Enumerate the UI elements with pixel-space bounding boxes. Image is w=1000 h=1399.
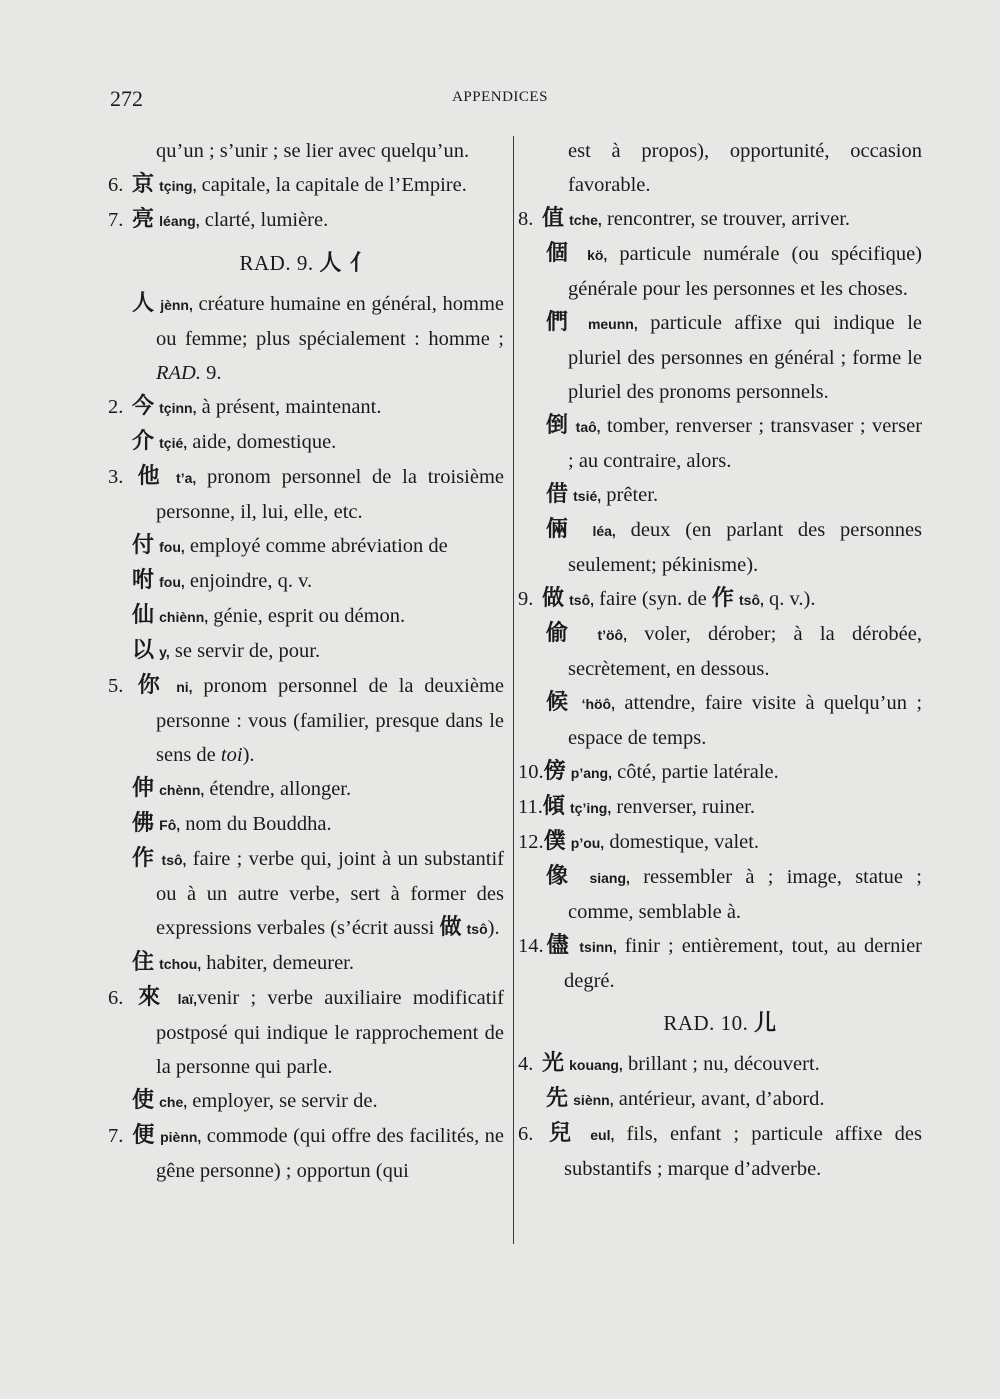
definition: ressembler à ; image, statue ; comme, semblable à. [568,866,922,923]
chinese-character: 人 [132,291,155,316]
radical-characters: 儿 [754,1011,777,1036]
chinese-character: 倆 [546,517,578,542]
dictionary-entry [518,825,922,860]
romanization: p’ou, [570,835,605,851]
italic-reference: RAD. [156,362,201,384]
chinese-character: 僕 [543,829,566,854]
dictionary-entry [518,202,922,237]
entry-continuation: est à propos), opportunité, occasion favorable. [568,140,922,196]
stroke-count: 6. [108,174,124,196]
romanization: léa, [592,523,616,539]
romanization: léang, [159,213,200,229]
chinese-character: 住 [132,950,155,975]
dictionary-entry [518,306,922,409]
chinese-character: 他 [132,464,166,489]
dictionary-entry: 人 jènn, créature humaine en général, homme ou femme; plus spécialement : homme ; RAD. 9. [132,291,504,384]
stroke-count: 10. [518,761,544,783]
stroke-count: 11. [518,796,543,818]
romanization: y, [159,644,170,660]
romanization: p’ang, [570,765,612,781]
chinese-character: 亮 [132,207,155,232]
dictionary-entry [518,929,922,998]
romanization: meunn, [587,316,638,332]
chinese-character: 偷 [546,621,581,646]
dictionary-entry [108,1084,504,1119]
romanization: tsô [466,921,488,937]
chinese-character: 倒 [546,413,570,438]
radical-characters: 人 亻 [319,251,373,276]
definition: étendre, allonger. [209,778,352,800]
romanization: ‘höô, [581,696,615,712]
romanization: kö, [587,247,608,263]
chinese-character: 京 [132,172,155,197]
chinese-character: 今 [132,394,155,419]
definition: employé comme abréviation de [189,535,448,557]
definition: pronom personnel de la troisième personne, il, lui, elle, etc. [156,466,504,523]
dictionary-entry: 作 tsô, faire ; verbe qui, joint à un substantif ou à un autre verbe, sert à former des expressions verbales (s’écrit aussi 做 tsô). [132,846,504,940]
dictionary-entry [108,1119,504,1188]
stroke-count: 14. [518,935,544,957]
dictionary-entry [108,772,504,807]
romanization: eul, [590,1127,615,1143]
dictionary-entry [518,860,922,929]
dictionary-entry [518,1047,922,1082]
chinese-character: 便 [132,1123,155,1148]
dictionary-entry [518,755,922,790]
romanization: ni, [176,679,193,695]
chinese-character: 光 [542,1051,565,1076]
romanization: tçinn, [159,400,197,416]
romanization: jènn, [160,297,193,313]
stroke-count: 2. [108,396,124,418]
dictionary-entry: 5. 你 ni, pronom personnel de la deuxième personne : vous (familier, presque dans le sens de toi). [108,669,504,772]
stroke-count: 9. [518,588,534,610]
definition: attendre, faire visite à quelqu’un ; espace de temps. [568,692,923,749]
dictionary-entry [108,807,504,842]
dictionary-entry [518,513,922,582]
definition: particule affixe qui indique le pluriel des personnes en général ; forme le pluriel des pronoms personnels. [568,312,922,403]
chinese-character: 候 [546,690,573,715]
romanization: siang, [589,870,630,886]
dictionary-entry [518,617,922,686]
chinese-character: 你 [132,673,166,698]
definition: faire ; verbe qui, joint à un substantif ou à un autre verbe, sert à former des expressions verbales (s’écrit aussi [156,848,504,939]
radical-heading: RAD. 9. 人 亻 [239,251,373,276]
chinese-character: 使 [132,1088,155,1113]
romanization: kouang, [569,1057,623,1073]
dictionary-entry [518,1117,922,1186]
definition: particule numérale (ou spécifique) générale pour les personnes et les choses. [568,243,923,300]
romanization: tsô, [161,852,187,868]
chinese-character: 介 [132,429,155,454]
definition: se servir de, pour. [174,640,321,662]
definition: génie, esprit ou démon. [213,605,406,627]
chinese-character: 以 [132,638,155,663]
romanization: tsié, [573,488,602,504]
dictionary-entry: 9. 做 tsô, faire (syn. de 作 tsô, q. v.). [518,582,922,617]
dictionary-entry [518,409,922,478]
chinese-character: 傾 [542,794,565,819]
stroke-count: 7. [108,209,124,231]
romanization: tchou, [159,956,202,972]
chinese-character: 來 [132,985,167,1010]
romanization: chènn, [159,782,205,798]
definition: clarté, lumière. [204,209,329,231]
chinese-character: 像 [546,864,577,889]
dictionary-entry [518,237,922,306]
definition: faire (syn. de [599,588,707,610]
dictionary-entry [108,946,504,981]
definition: tomber, renverser ; transvaser ; verser ; au contraire, alors. [568,415,923,472]
definition: côté, partie latérale. [617,761,779,783]
stroke-count: 7. [108,1125,124,1147]
chinese-character: 儘 [543,933,572,958]
stroke-count: 5. [108,675,124,697]
romanization: tç’ing, [570,800,612,816]
radical-heading: RAD. 10. 儿 [663,1011,777,1036]
stroke-count: 12. [518,831,544,853]
definition: prêter. [606,484,659,506]
stroke-count: 8. [518,208,534,230]
right-column [518,134,922,1186]
romanization: siènn, [573,1092,614,1108]
dictionary-entry [108,981,504,1084]
left-column [108,134,504,1188]
definition: à présent, maintenant. [201,396,382,418]
romanization: che, [159,1094,188,1110]
dictionary-entry [108,634,504,669]
romanization: Fô, [159,817,181,833]
dictionary-entry [108,168,504,203]
definition: aide, domestique. [192,431,337,453]
stroke-count: 6. [518,1123,534,1145]
dictionary-entry [108,564,504,599]
dictionary-entry [518,478,922,513]
definition: renverser, ruiner. [616,796,756,818]
chinese-character: 兒 [542,1121,579,1146]
romanization: chiènn, [159,609,209,625]
definition: créature humaine en général, homme ou femme; plus spécialement : homme ; [156,293,504,350]
chinese-character: 咐 [132,568,155,593]
chinese-character: 做 [439,915,462,940]
definition: habiter, demeurer. [206,952,354,974]
italic-word: toi [220,744,243,766]
dictionary-entry [518,790,922,825]
definition: deux (en parlant des personnes seulement; pékinisme). [568,519,923,576]
romanization: t’öô, [597,627,627,643]
dictionary-entry [108,425,504,460]
definition: employer, se servir de. [192,1090,378,1112]
chinese-character: 借 [546,482,569,507]
page-number: 272 [110,86,143,111]
dictionary-entry [108,599,504,634]
chinese-character: 值 [542,206,565,231]
chinese-character: 伸 [132,776,155,801]
romanization: tsinn, [579,939,617,955]
definition: antérieur, avant, d’abord. [618,1088,825,1110]
definition: brillant ; nu, découvert. [627,1053,820,1075]
dictionary-entry [108,390,504,425]
romanization: fou, [159,574,185,590]
romanization: tçié, [159,435,188,451]
chinese-character: 們 [546,310,576,335]
stroke-count: 4. [518,1053,534,1075]
romanization: tçing, [159,178,197,194]
chinese-character: 傍 [543,759,566,784]
definition: voler, dérober; à la dérobée, secrètement, en dessous. [568,623,922,680]
entry-continuation: qu’un ; s’unir ; se lier avec quelqu’un. [156,140,470,162]
romanization: tche, [569,212,602,228]
definition: domestique, valet. [609,831,760,853]
definition: nom du Bouddha. [185,813,332,835]
dictionary-entry [108,203,504,238]
chinese-character: 仙 [132,603,155,628]
definition: venir ; verbe auxiliaire modificatif postposé qui indique le rapprochement de la personne qui parle. [156,987,504,1078]
stroke-count: 3. [108,466,124,488]
chinese-character: 付 [132,533,155,558]
romanization: piènn, [160,1129,202,1145]
romanization: t’a, [176,470,197,486]
romanization: fou, [159,539,185,555]
chinese-character: 做 [542,586,565,611]
romanization: tsô, [739,592,764,608]
definition: commode (qui offre des facilités, ne gêne personne) ; opportun (qui [156,1125,504,1182]
column-divider [513,136,514,1244]
dictionary-entry [108,529,504,564]
romanization: laï, [177,991,198,1007]
definition: rencontrer, se trouver, arriver. [606,208,851,230]
chinese-character: 先 [546,1086,569,1111]
definition: enjoindre, q. v. [189,570,313,592]
chinese-character: 佛 [132,811,155,836]
chinese-character: 作 [132,846,156,871]
stroke-count: 6. [108,987,124,1009]
definition: capitale, la capitale de l’Empire. [201,174,467,196]
running-title: APPENDICES [452,89,548,105]
chinese-character: 個 [546,241,575,266]
romanization: taô, [575,419,601,435]
dictionary-entry [518,1082,922,1117]
dictionary-entry [518,686,922,755]
chinese-character: 作 [711,586,734,611]
romanization: tsô, [569,592,595,608]
dictionary-entry [108,460,504,529]
definition: finir ; entièrement, tout, au dernier degré. [564,935,922,992]
definition: fils, enfant ; particule affixe des substantifs ; marque d’adverbe. [564,1123,922,1180]
definition: pronom personnel de la deuxième personne : vous (familier, presque dans le sens de [156,675,504,766]
